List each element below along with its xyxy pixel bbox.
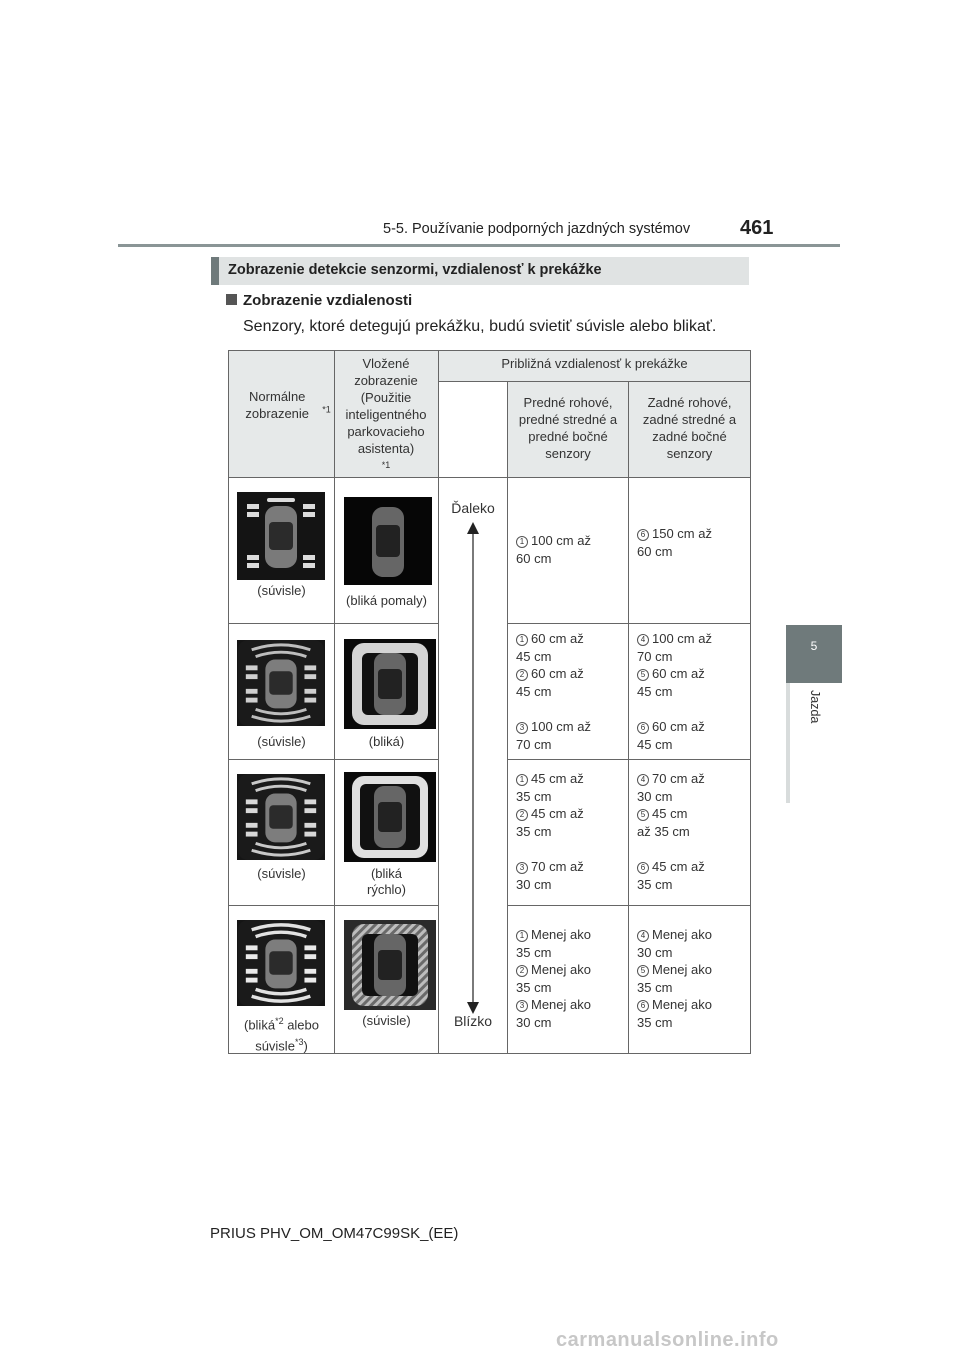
row1-caption-embedded: (bliká pomaly) xyxy=(346,593,427,609)
header-embedded-display: Vložené zobrazenie (Použitie inteligentného parkovacieho asistenta)$^{*1}$ xyxy=(335,351,439,478)
row1-front-value-1: 1 100 cm až 60 cm xyxy=(516,533,591,566)
row3-rear-value-3: 6 45 cm až 35 cm xyxy=(637,859,705,892)
row1-front xyxy=(508,478,629,624)
row4-front-value-3: 3 Menej ako 30 cm xyxy=(516,997,591,1030)
row2-caption-normal: (súvisle) xyxy=(257,734,306,750)
header-rule xyxy=(118,244,840,247)
row3-front-value-3: 3 70 cm až 30 cm xyxy=(516,859,584,892)
near-label: Blízko xyxy=(453,1013,493,1030)
row3-rear-value-2: 5 45 cm až 35 cm xyxy=(637,806,690,839)
row3-embedded xyxy=(335,760,439,906)
row2-front-value-1: 1 60 cm až 45 cm xyxy=(516,631,584,664)
row2-front-value-2: 2 60 cm až 45 cm xyxy=(516,666,584,699)
row4-caption-embedded: (súvisle) xyxy=(362,1013,411,1029)
header-rear-sensors: Zadné rohové, zadné stredné a zadné bočné senzory xyxy=(629,381,751,478)
row1-normal xyxy=(229,478,335,624)
row2-front-value-3: 3 100 cm až 70 cm xyxy=(516,719,591,752)
intro-text: Senzory, ktoré detegujú prekážku, budú svietiť súvisle alebo blikať. xyxy=(243,318,717,335)
header-distance: Približná vzdialenosť k prekážke xyxy=(439,351,751,382)
row4-embedded xyxy=(335,906,439,1054)
side-bar xyxy=(786,683,790,803)
row3-rear xyxy=(629,760,751,906)
distance-table xyxy=(228,350,751,1054)
row4-rear-value-2: 5 Menej ako 35 cm xyxy=(637,962,712,995)
section-title: Zobrazenie detekcie senzormi, vzdialenosť k prekážke xyxy=(228,262,602,278)
header-front-sensors: Predné rohové, predné stredné a predné bočné senzory xyxy=(508,381,629,478)
far-label: Ďaleko xyxy=(451,500,495,517)
row2-front xyxy=(508,624,629,760)
row2-rear-value-3: 6 60 cm až 45 cm xyxy=(637,719,705,752)
car-sensor-embedded-2-icon xyxy=(344,639,436,729)
row4-rear xyxy=(629,906,751,1054)
car-sensor-normal-1-icon xyxy=(237,492,325,580)
row1-embedded xyxy=(335,478,439,624)
row2-caption-embedded: (bliká) xyxy=(368,734,405,750)
header-section-title: 5-5. Používanie podporných jazdných systémov xyxy=(383,221,691,237)
row2-rear xyxy=(629,624,751,760)
row1-rear-value-1: 6 150 cm až 60 cm xyxy=(637,526,712,559)
car-sensor-normal-3-icon xyxy=(237,774,325,860)
car-sensor-embedded-1-icon xyxy=(344,497,432,585)
row4-rear-value-3: 6 Menej ako 35 cm xyxy=(637,997,712,1030)
car-sensor-normal-2-icon xyxy=(237,640,325,726)
row3-rear-value-1: 4 70 cm až 30 cm xyxy=(637,771,705,804)
chapter-tab: 5 xyxy=(786,625,842,683)
header-normal-display: Normálne zobrazenie $^{*1}$ xyxy=(229,351,335,478)
row4-caption-normal: (bliká$^{*2}$ alebo súvisle$^{*3}$) xyxy=(243,1016,319,1053)
row3-caption-embedded: (bliká rýchlo) xyxy=(366,866,406,898)
car-sensor-normal-4-icon xyxy=(237,920,325,1006)
row2-normal xyxy=(229,624,335,760)
car-sensor-embedded-4-icon xyxy=(344,920,436,1010)
car-sensor-embedded-3-icon xyxy=(344,772,436,862)
row1-rear xyxy=(629,478,751,624)
chapter-label: Jazda xyxy=(808,690,822,724)
row4-rear-value-1: 4 Menej ako 30 cm xyxy=(637,927,712,960)
row3-caption-normal: (súvisle) xyxy=(257,866,306,882)
subheading: Zobrazenie vzdialenosti xyxy=(226,292,412,309)
header-arrow-spacer xyxy=(439,381,508,478)
row4-front-value-2: 2 Menej ako 35 cm xyxy=(516,962,591,995)
row4-normal xyxy=(229,906,335,1054)
row1-caption-normal: (súvisle) xyxy=(257,583,306,599)
section-title-box xyxy=(211,257,749,285)
row3-front-value-1: 1 45 cm až 35 cm xyxy=(516,771,584,804)
distance-arrow-cell xyxy=(439,478,508,1054)
row2-rear-value-2: 5 60 cm až 45 cm xyxy=(637,666,705,699)
row2-embedded xyxy=(335,624,439,760)
distance-arrow-icon xyxy=(463,522,483,1014)
page-number: 461 xyxy=(740,217,774,239)
row3-normal xyxy=(229,760,335,906)
row2-rear-value-1: 4 100 cm až 70 cm xyxy=(637,631,712,664)
watermark: carmanualsonline.info xyxy=(556,1329,779,1351)
row4-front-value-1: 1 Menej ako 35 cm xyxy=(516,927,591,960)
square-bullet-icon xyxy=(226,294,237,305)
row4-front xyxy=(508,906,629,1054)
row3-front-value-2: 2 45 cm až 35 cm xyxy=(516,806,584,839)
footer-doc-code: PRIUS PHV_OM_OM47C99SK_(EE) xyxy=(210,1225,459,1242)
row3-front xyxy=(508,760,629,906)
